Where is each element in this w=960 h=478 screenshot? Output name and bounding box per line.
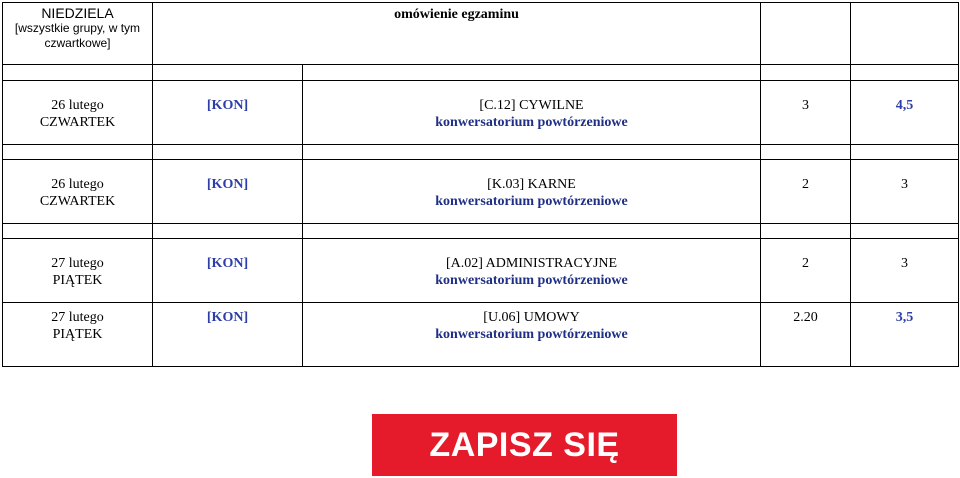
- course-code: [A.02] ADMINISTRACYJNE: [445, 256, 618, 271]
- value2: 3: [901, 177, 909, 192]
- date: 27 lutego: [51, 256, 104, 271]
- date-cell: [3, 303, 153, 367]
- value1: 2: [802, 177, 810, 192]
- kon-tag: [KON]: [206, 310, 249, 325]
- date: 26 lutego: [51, 98, 104, 113]
- tag-cell: [153, 303, 303, 367]
- course-code: [K.03] KARNE: [487, 177, 576, 192]
- value1-cell: [761, 239, 851, 303]
- value1: 2.20: [793, 310, 818, 325]
- course-type: konwersatorium powtórzeniowe: [435, 273, 628, 288]
- header-empty-cell: [851, 3, 959, 65]
- weekday: CZWARTEK: [39, 194, 116, 209]
- date-cell: [3, 160, 153, 224]
- header-day: NIEDZIELA: [41, 5, 114, 21]
- spacer-row: [3, 145, 959, 160]
- weekday: PIĄTEK: [52, 327, 103, 342]
- value1-cell: [761, 303, 851, 367]
- value1: 3: [802, 98, 810, 113]
- value1-cell: [761, 81, 851, 145]
- header-topic: omówienie egzaminu: [394, 7, 519, 22]
- header-day-cell: [3, 3, 153, 65]
- course-cell: [303, 160, 761, 224]
- table-row: [3, 160, 959, 224]
- course-cell: [303, 239, 761, 303]
- value2-cell: [851, 303, 959, 367]
- value2: 3,5: [895, 310, 914, 325]
- tag-cell: [153, 81, 303, 145]
- value2: 4,5: [895, 98, 914, 113]
- spacer-row: [3, 224, 959, 239]
- weekday: CZWARTEK: [39, 115, 116, 130]
- schedule-table: [2, 2, 959, 367]
- value2-cell: [851, 160, 959, 224]
- header-empty-cell: [761, 3, 851, 65]
- course-type: konwersatorium powtórzeniowe: [435, 115, 628, 130]
- table-row: [3, 81, 959, 145]
- course-type: konwersatorium powtórzeniowe: [435, 194, 628, 209]
- value2-cell: [851, 239, 959, 303]
- header-row: [3, 3, 959, 65]
- signup-button[interactable]: ZAPISZ SIĘ: [372, 414, 677, 476]
- date: 26 lutego: [51, 177, 104, 192]
- header-groups-line2: czwartkowe]: [44, 36, 111, 50]
- header-topic-cell: [153, 3, 761, 65]
- kon-tag: [KON]: [206, 98, 249, 113]
- kon-tag: [KON]: [206, 256, 249, 271]
- table-row: [3, 303, 959, 367]
- course-type: konwersatorium powtórzeniowe: [435, 327, 628, 342]
- tag-cell: [153, 160, 303, 224]
- header-groups-line1: [wszystkie grupy, w tym: [14, 21, 141, 35]
- course-cell: [303, 81, 761, 145]
- value2: 3: [901, 256, 909, 271]
- table-row: [3, 239, 959, 303]
- value1: 2: [802, 256, 810, 271]
- date-cell: [3, 239, 153, 303]
- value2-cell: [851, 81, 959, 145]
- spacer-row: [3, 65, 959, 81]
- value1-cell: [761, 160, 851, 224]
- kon-tag: [KON]: [206, 177, 249, 192]
- date-cell: [3, 81, 153, 145]
- course-cell: [303, 303, 761, 367]
- date: 27 lutego: [51, 310, 104, 325]
- course-code: [C.12] CYWILNE: [479, 98, 584, 113]
- tag-cell: [153, 239, 303, 303]
- weekday: PIĄTEK: [52, 273, 103, 288]
- course-code: [U.06] UMOWY: [483, 310, 580, 325]
